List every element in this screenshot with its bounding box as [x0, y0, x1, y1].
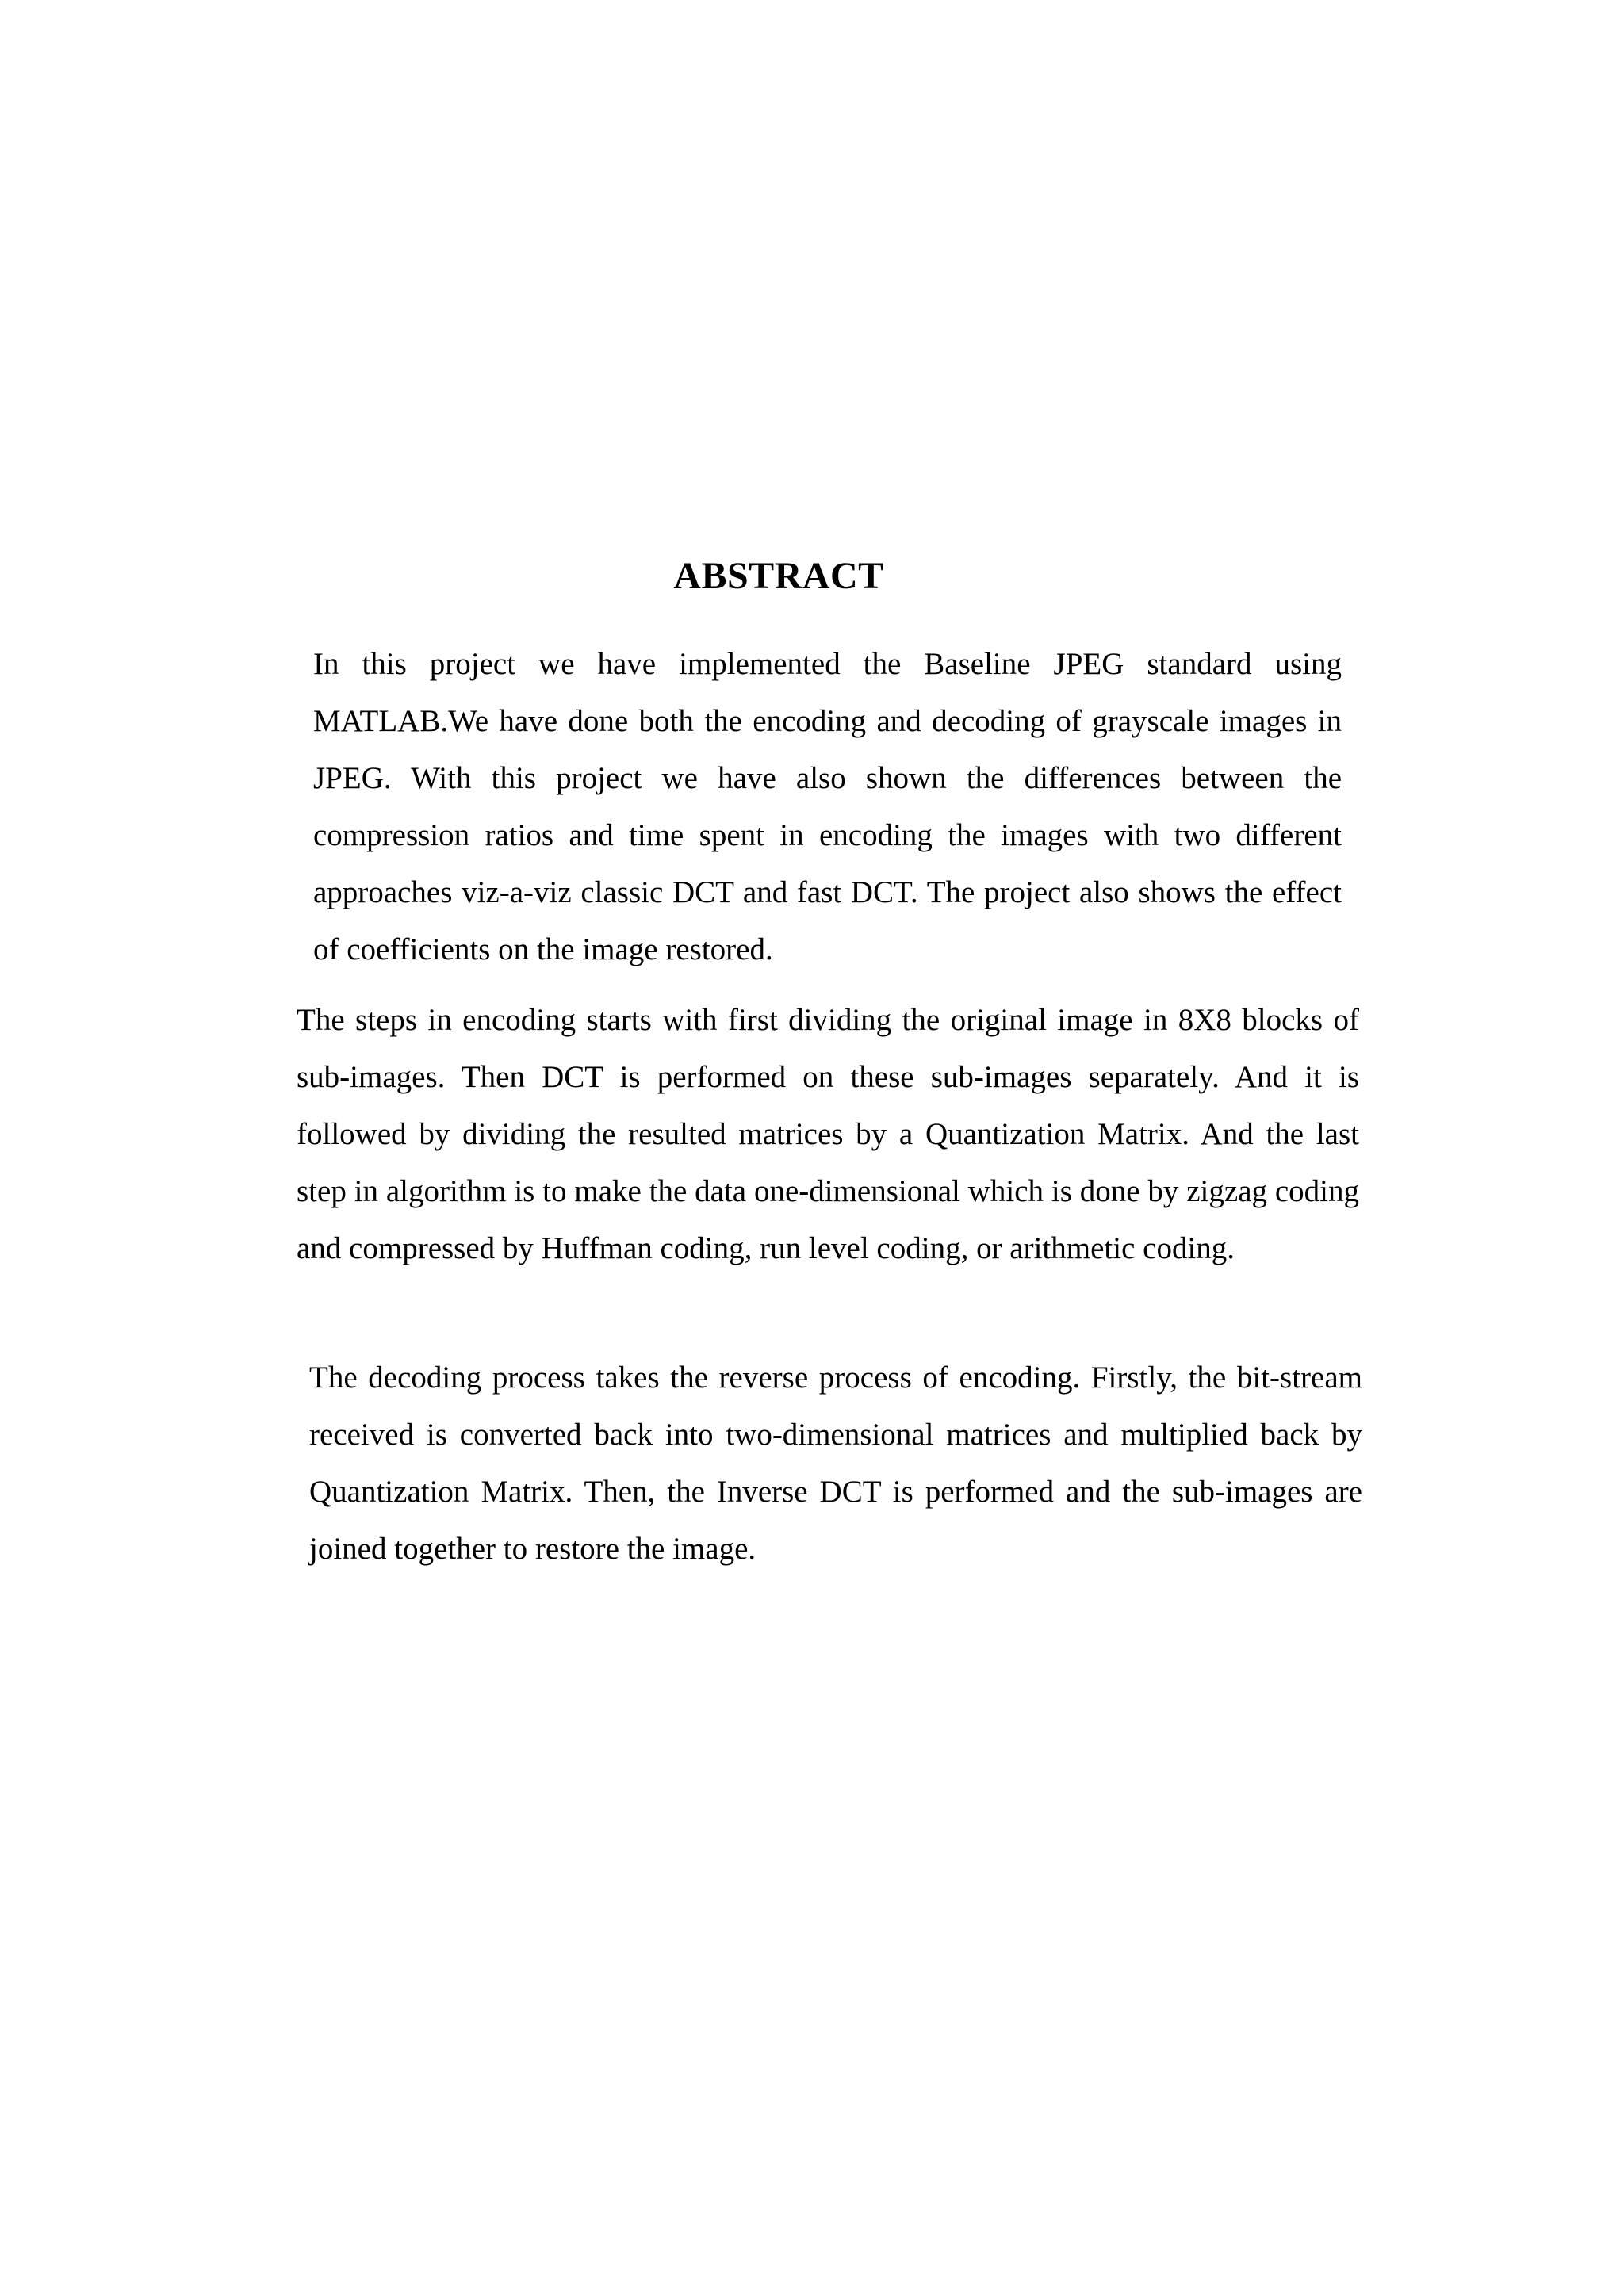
page-title: ABSTRACT	[673, 555, 884, 597]
abstract-paragraph-2: The steps in encoding starts with first dividing the original image in 8X8 blocks of sub-images. Then DCT is performed on these sub-images separately. And it is followed by dividing the resulted matrices by a Quantization Matrix. And the last step in algorithm is to make the data one-dimensional which is done by zigzag coding and compressed by Huffman coding, run level coding, or arithmetic coding.	[297, 1003, 1359, 1265]
abstract-paragraph-3: The decoding process takes the reverse process of encoding. Firstly, the bit-stream received is converted back into two-dimensional matrices and multiplied back by Quantization Matrix. Then, the Inverse DCT is performed and the sub-images are joined together to restore the image.	[309, 1360, 1362, 1566]
abstract-paragraph-1: In this project we have implemented the Baseline JPEG standard using MATLAB.We have done both the encoding and decoding of grayscale images in JPEG. With this project we have also shown the differences between the compression ratios and time spent in encoding the images with two different approaches viz-a-viz classic DCT and fast DCT. The project also shows the effect of coefficients on the image restored.	[313, 647, 1342, 966]
